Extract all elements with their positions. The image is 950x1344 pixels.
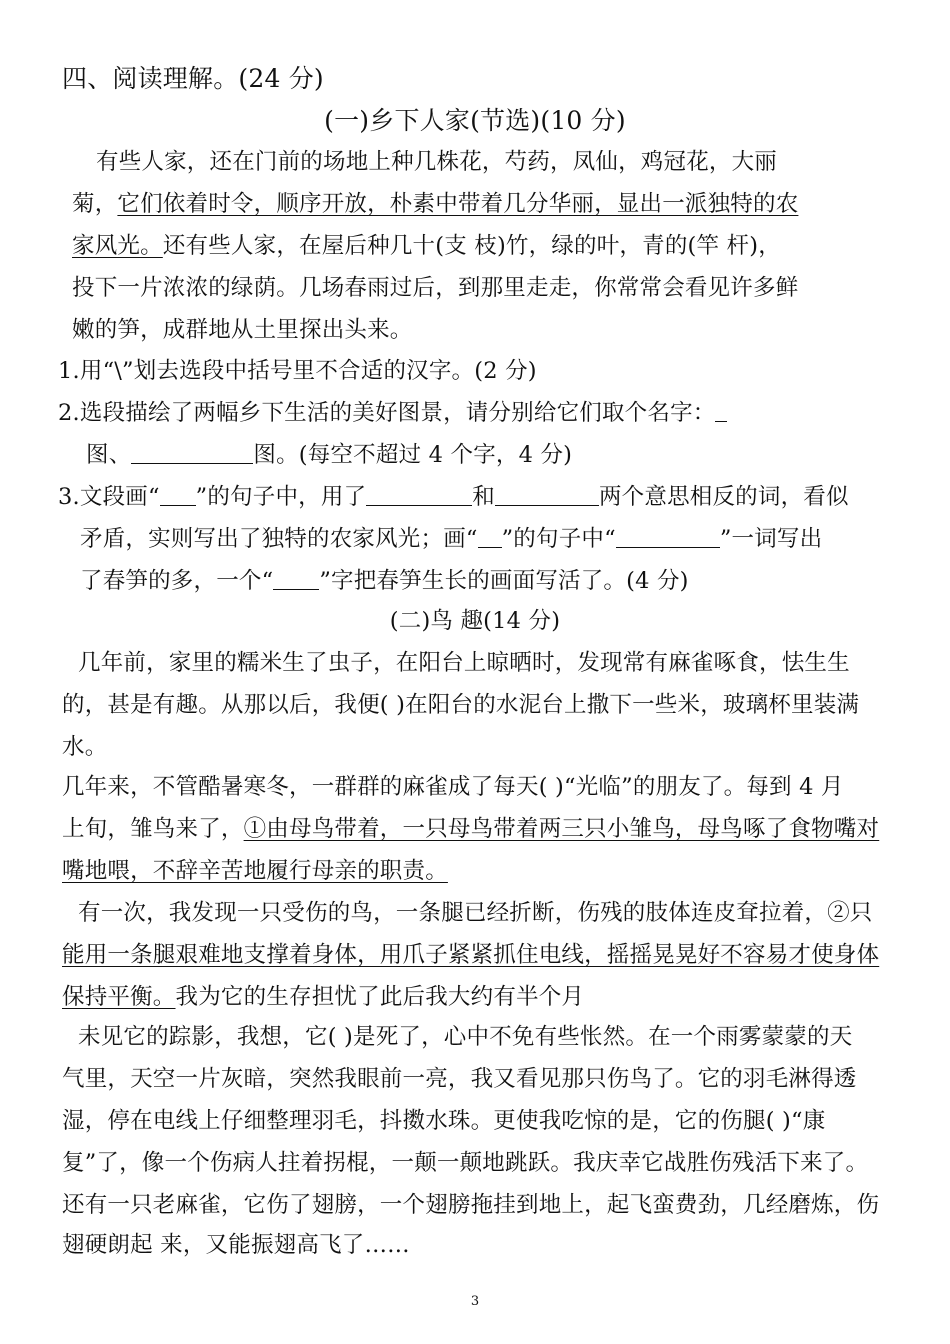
passage2-line: 复”了，像一个伤病人拄着拐棍，一颠一颠地跳跃。我庆幸它战胜伤残活下来了。	[62, 1150, 869, 1176]
answer-blank[interactable]	[131, 441, 253, 464]
passage2-line: 的，甚是有趣。从那以后，我便( )在阳台的水泥台上撒下一些米，玻璃杯里装满	[62, 692, 860, 718]
question-2	[58, 398, 727, 428]
question-3-text: ”的句子中“	[501, 526, 616, 552]
passage2-line: 翅硬朗起 来，又能振翅高飞了……	[62, 1232, 410, 1258]
answer-blank[interactable]	[715, 399, 727, 422]
page-number: 3	[470, 1294, 480, 1309]
passage2-text: 上旬，雏鸟来了，	[62, 816, 244, 842]
question-3-cont	[80, 524, 822, 554]
question-1: 1.用“\”划去选段中括号里不合适的汉字。(2 分)	[58, 358, 537, 384]
question-2-cont	[86, 440, 572, 470]
question-3-text: ”字把春笋生长的画面写活了。(4 分)	[319, 568, 689, 594]
passage2-line: 有一次，我发现一只受伤的鸟，一条腿已经折断，伤残的肢体连皮耷拉着，②只	[78, 900, 873, 926]
question-2-text: 图。(每空不超过 4 个字，4 分)	[253, 442, 573, 468]
answer-blank[interactable]	[366, 483, 472, 506]
answer-blank[interactable]	[273, 567, 319, 590]
question-2-text: 2.选段描绘了两幅乡下生活的美好图景，请分别给它们取个名字：	[58, 400, 716, 426]
passage2-line: 水。	[62, 734, 108, 760]
passage1-line: 投下一片浓浓的绿荫。几场春雨过后，到那里走走，你常常会看见许多鲜	[72, 275, 799, 301]
passage1-line: 嫩的笋，成群地从土里探出头来。	[72, 317, 413, 343]
answer-blank[interactable]	[160, 483, 196, 506]
passage2-line: 未见它的踪影，我想，它( )是死了，心中不免有些怅然。在一个雨雾蒙蒙的天	[78, 1024, 853, 1050]
question-3-text: 3.文段画“	[58, 484, 160, 510]
question-3-text: 两个意思相反的词，看似	[598, 484, 849, 510]
question-3-cont	[80, 566, 689, 596]
underlined-sentence-a-end: 嘴地喂，不辞辛苦地履行母亲的职责。	[62, 858, 448, 884]
passage1-text: 还有些人家，在屋后种几十(支 枝)竹，绿的叶，青的(竿 杆)，	[162, 233, 781, 259]
passage1-line	[72, 189, 798, 219]
underlined-sentence-b: 能用一条腿艰难地支撑着身体，用爪子紧紧抓住电线，摇摇晃晃好不容易才使身体	[62, 942, 880, 968]
passage1-line	[72, 231, 781, 261]
question-3-text: 了春笋的多，一个“	[80, 568, 274, 594]
question-3-text: ”的句子中，用了	[195, 484, 367, 510]
underlined-sentence-1: 它们依着时令，顺序开放，朴素中带着几分华丽，显出一派独特的农	[117, 191, 799, 217]
question-2-text: 图、	[86, 442, 132, 468]
passage2-text: 我为它的生存担忧了此后我大约有半个月	[175, 984, 585, 1010]
passage2-line	[62, 814, 879, 844]
passage2-line: 几年来，不管酷暑寒冬，一群群的麻雀成了每天( )“光临”的朋友了。每到 4 月	[62, 774, 844, 800]
question-3	[58, 482, 849, 512]
answer-blank[interactable]	[495, 483, 599, 506]
passage2-title: (二)鸟 趣(14 分)	[389, 608, 561, 634]
question-3-text: 和	[472, 484, 495, 510]
answer-blank[interactable]	[478, 525, 502, 548]
underlined-sentence-a: ①由母鸟带着，一只母鸟带着两三只小雏鸟，母鸟啄了食物嘴对	[243, 816, 880, 842]
answer-blank[interactable]	[616, 525, 720, 548]
underlined-sentence-1-end: 家风光。	[72, 233, 163, 259]
passage2-line: 还有一只老麻雀，它伤了翅膀，一个翅膀拖挂到地上，起飞蛮费劲，几经磨炼，伤	[62, 1192, 880, 1218]
passage2-line: 湿，停在电线上仔细整理羽毛，抖擞水珠。更使我吃惊的是，它的伤腿( )“康	[62, 1108, 826, 1134]
passage1-line: 有些人家，还在门前的场地上种几株花，芍药，凤仙，鸡冠花，大丽	[96, 149, 778, 175]
passage1-title: (一)乡下人家(节选)(10 分)	[324, 106, 626, 135]
section-title: 四、阅读理解。(24 分)	[62, 64, 324, 93]
passage2-line: 几年前，家里的糯米生了虫子，在阳台上晾晒时，发现常有麻雀啄食，怯生生	[78, 650, 850, 676]
passage2-line: 气里，天空一片灰暗，突然我眼前一亮，我又看见那只伤鸟了。它的羽毛淋得透	[62, 1066, 857, 1092]
question-3-text: ”一词写出	[719, 526, 823, 552]
underlined-sentence-b-end: 保持平衡。	[62, 984, 176, 1010]
passage2-line	[62, 982, 584, 1012]
question-3-text: 矛盾，实则写出了独特的农家风光；画“	[80, 526, 478, 552]
passage1-text: 菊，	[72, 191, 118, 217]
